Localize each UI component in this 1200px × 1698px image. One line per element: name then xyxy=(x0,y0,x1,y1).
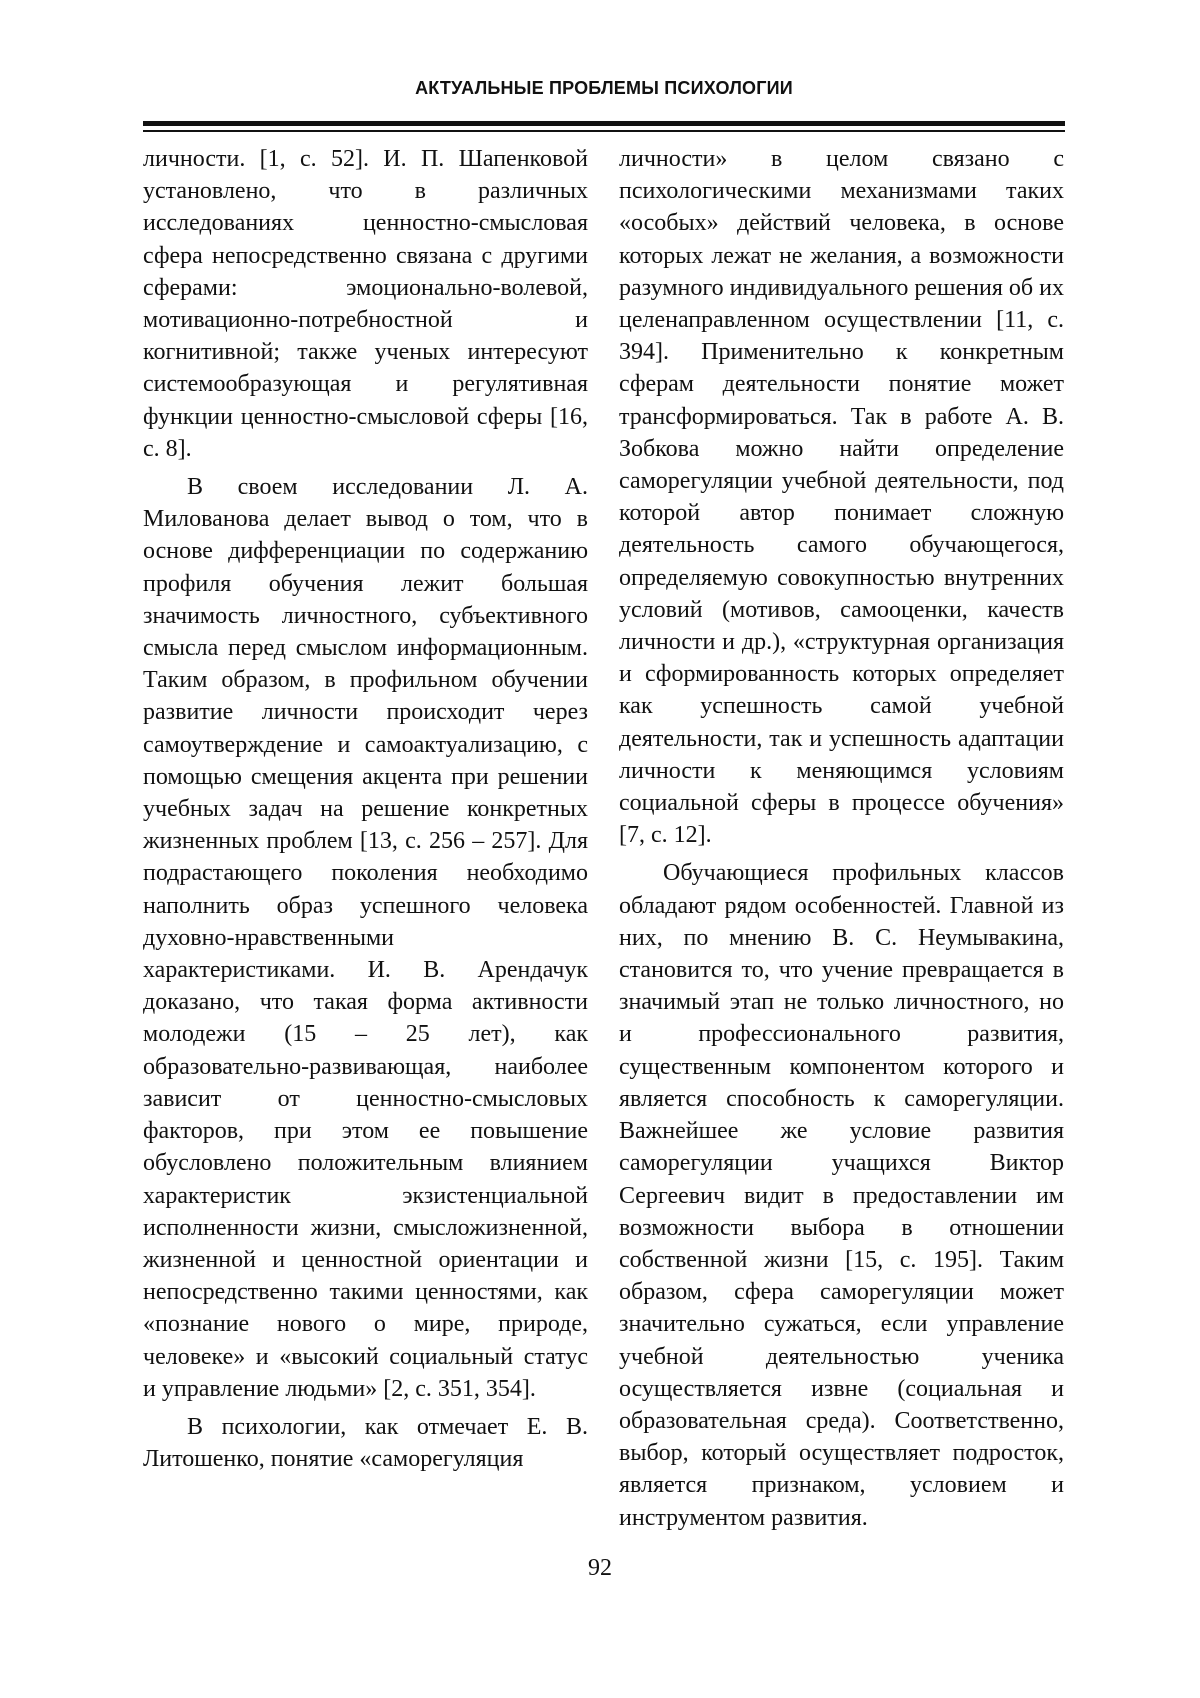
right-column xyxy=(619,143,1064,1540)
paragraph: личности» в целом связано с психологическими механизмами таких «особых» действий человека, в основе которых лежат не желания, а возможности разумного индивидуального решения об их целенаправленном осуществлении [11, с. 394]. Применительно к конкретным сферам деятельности понятие может трансформироваться. Так в работе А. В. Зобкова можно найти определение саморегуляции учебной деятельности, под которой автор понимает сложную деятельность самого обучающегося, определяемую совокупностью внутренних условий (мотивов, самооценки, качеств личности и др.), «структурная организация и сформированность которых определяет как успешность самой учебной деятельности, так и успешность адаптации личности к меняющимся условиям социальной сферы в процессе обучения» [7, с. 12]. xyxy=(619,146,1064,849)
paragraph: В своем исследовании Л. А. Милованова делает вывод о том, что в основе дифференциации по содержанию профиля обучения лежит большая значимость личностного, субъективного смысла перед смыслом информационным. Таким образом, в профильном обучении развитие личности происходит через самоутверждение и самоактуализацию, с помощью смещения акцента при решении учебных задач на решение конкретных жизненных проблем [13, с. 256 – 257]. Для подрастающего поколения необходимо наполнить образ успешного человека духовно-нравственными характеристиками. И. В. Арендачук доказано, что такая форма активности молодежи (15 – 25 лет), как образовательно-развивающая, наиболее зависит от ценностно-смысловых факторов, при этом ее повышение обусловлено положительным влиянием характеристик экзистенциальной исполненности жизни, смысложизненной, жизненной и ценностной ориентации и непосредственно такими ценностями, как «познание нового о мире, природе, человеке» и «высокий социальный статус и управление людьми» [2, с. 351, 354]. xyxy=(143,474,588,1402)
running-header: АКТУАЛЬНЫЕ ПРОБЛЕМЫ ПСИХОЛОГИИ xyxy=(415,78,793,98)
header-rule-thick xyxy=(143,121,1065,126)
page-number: 92 xyxy=(588,1555,612,1581)
left-column xyxy=(143,143,588,1481)
header-rule-thin xyxy=(143,130,1065,132)
paragraph: В психологии, как отмечает Е. В. Литошенко, понятие «саморегуляция xyxy=(143,1413,588,1473)
paragraph: личности. [1, с. 52]. И. П. Шапенковой установлено, что в различных исследованиях ценностно-смысловая сфера непосредственно связана с другими сферами: эмоционально-волевой, мотивационно-потребностной и когнитивной; также ученых интересуют системообразующая и регулятивная функции ценностно-смысловой сферы [16, с. 8]. xyxy=(143,146,588,462)
paragraph: Обучающиеся профильных классов обладают рядом особенностей. Главной из них, по мнению В. С. Неумывакина, становится то, что учение превращается в значимый этап не только личностного, но и профессионального развития, существенным компонентом которого и является способность к саморегуляции. Важнейшее же условие развития саморегуляции учащихся Виктор Сергеевич видит в предоставлении им возможности выбора в отношении собственной жизни [15, с. 195]. Таким образом, сфера саморегуляции может значительно сужаться, если управление учебной деятельностью ученика осуществляется извне (социальная и образовательная среда). Соответственно, выбор, который осуществляет подросток, является признаком, условием и инструментом развития. xyxy=(619,860,1064,1531)
